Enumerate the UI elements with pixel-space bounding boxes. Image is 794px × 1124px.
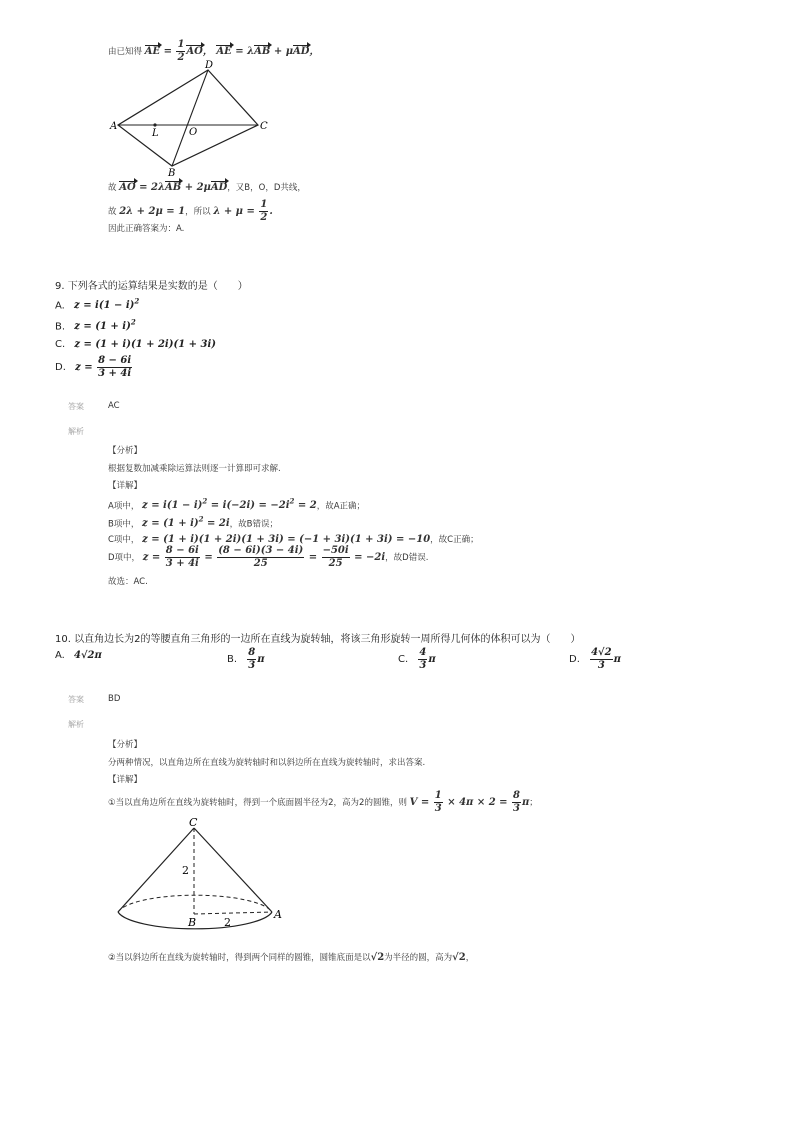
prev-line-3: [108, 200, 273, 223]
label-c: C: [260, 121, 268, 132]
point-l: [153, 123, 156, 126]
q10-case2-math1: √2: [370, 952, 385, 963]
q9-line-b-prefix: B项中，: [108, 519, 140, 530]
prev-line-2-prefix: 故: [108, 183, 117, 193]
q9-option-d[interactable]: [55, 356, 133, 379]
label-o: O: [189, 127, 198, 138]
q10-option-a-expr: 4√2π: [74, 650, 102, 661]
q9-option-d-expr: z = $\frac{8 - 6i}{3 + 4i}$: [75, 355, 132, 379]
parallelogram-outline: [118, 70, 258, 166]
q10-case1: [108, 791, 538, 814]
q10-case1-suffix: ；: [529, 798, 538, 808]
cone-height-label: 2: [182, 864, 189, 877]
q10-option-c[interactable]: [398, 648, 436, 671]
q9-line-d: [108, 546, 428, 569]
label-l: L: [152, 128, 159, 139]
q10-case2-prefix: ②当以斜边所在直线为旋转轴时，得到两个同样的圆锥，圆锥底面是以: [108, 953, 371, 963]
q9-answer-label: 答案: [68, 402, 84, 411]
q9-line-c-prefix: C项中，: [108, 535, 140, 545]
q10-answer-label: 答案: [68, 695, 84, 704]
parallelogram-figure: [108, 58, 268, 178]
q9-line-b-math: $z = (1 + i)^2 = 2i$: [142, 515, 230, 530]
q10-case2-mid: 为半径的圆，高为: [384, 953, 453, 963]
q9-line-d-prefix: D项中，: [108, 553, 141, 563]
q10-case1-math: V = $\frac{1}{3}$ × 4π × 2 = $\frac{8}{3}$ π: [409, 790, 530, 814]
q10-title: 10. 以直角边长为2的等腰直角三角形的一边所在直线为旋转轴，将该三角形旋转一周所得几何体的体积可以为（ ）: [55, 634, 581, 645]
cone-radius: [194, 912, 272, 914]
q10-option-c-expr: $\frac{4}{3}$ π: [419, 647, 436, 671]
q9-option-d-letter: D.: [55, 362, 66, 373]
prev-line-3-math2: λ + μ = $\frac{1}{2}$ .: [213, 199, 273, 223]
prev-line-4: 因此正确答案为：A.: [108, 224, 185, 234]
prev-line-3-prefix: 故: [108, 207, 117, 217]
q10-fenxi: 【分析】: [108, 740, 143, 750]
q9-line-a: [108, 497, 365, 511]
prev-line-2: [108, 181, 306, 193]
q9-option-c-expr: z = (1 + i)(1 + 2i)(1 + 3i): [74, 339, 216, 350]
q10-option-b-expr: $\frac{8}{3}$ π: [248, 647, 265, 671]
prev-line-1-math: AE = $\frac{1}{2}$ AO， AE = λAB + μAD，: [144, 39, 320, 63]
q9-line-b-suffix: ，故B错误；: [229, 519, 278, 530]
label-a: A: [110, 121, 118, 132]
q10-option-a[interactable]: [55, 650, 102, 661]
q10-option-a-letter: A.: [55, 650, 65, 661]
q10-case1-prefix: ①当以直角边所在直线为旋转轴时，得到一个底面圆半径为2，高为2的圆锥，则: [108, 798, 407, 808]
q9-option-a-letter: A.: [55, 300, 65, 312]
q9-option-a[interactable]: [55, 297, 139, 311]
prev-line-2-math: AO = 2λAB + 2μAD: [119, 182, 228, 193]
cone-label-c: C: [189, 816, 198, 829]
q9-option-c[interactable]: [55, 339, 216, 350]
q9-fenxi: 【分析】: [108, 446, 143, 456]
q10-option-c-letter: C.: [398, 654, 409, 665]
cone-right-edge: [194, 828, 272, 912]
q10-option-d-expr: $\frac{4√2}{3}$ π: [591, 647, 621, 671]
q9-option-b[interactable]: [55, 318, 136, 332]
prev-line-2-suffix: ，又B，O，D共线，: [227, 183, 306, 193]
q10-fenxi-text: 分两种情况，以直角边所在直线为旋转轴时和以斜边所在直线为旋转轴时，求出答案.: [108, 758, 426, 768]
q10-answer: BD: [108, 694, 121, 704]
q9-line-a-suffix: ，故A正确；: [316, 501, 366, 512]
prev-line-3-mid: ，所以: [185, 207, 211, 217]
q10-option-b[interactable]: [227, 648, 265, 671]
q9-line-c-suffix: ，故C正确；: [430, 535, 479, 545]
label-b: B: [168, 168, 176, 178]
q9-analysis-label: 解析: [68, 427, 84, 436]
q9-line-a-math: $z = i(1 - i)^2 = i(-2i) = -2i^2 = 2$: [142, 497, 317, 512]
q9-xiangjie: 【详解】: [108, 481, 143, 491]
q9-answer: AC: [108, 401, 120, 411]
q10-case2: [108, 951, 474, 963]
q10-analysis-label: 解析: [68, 720, 84, 729]
q9-option-c-letter: C.: [55, 339, 66, 350]
cone-radius-label: 2: [224, 916, 231, 929]
q10-option-d[interactable]: [569, 648, 621, 671]
label-d: D: [205, 60, 214, 71]
prev-line-1-prefix: 由已知得: [108, 47, 143, 57]
q9-option-b-letter: B.: [55, 321, 66, 333]
q9-line-c-math: z = (1 + i)(1 + 2i)(1 + 3i) = (−1 + 3i)(1 + 3i) = −10: [142, 534, 431, 545]
q9-option-b-expr: $z = (1 + i)^2$: [74, 318, 136, 333]
q9-option-a-expr: $z = i(1 - i)^2$: [74, 297, 140, 312]
q9-line-b: [108, 515, 278, 529]
q9-title: 9. 下列各式的运算结果是实数的是（ ）: [55, 281, 248, 292]
q9-line-d-suffix: ，故D错误.: [385, 553, 429, 563]
prev-line-3-math: 2λ + 2μ = 1: [119, 206, 186, 217]
q9-fenxi-text: 根据复数加减乘除运算法则逐一计算即可求解.: [108, 464, 281, 474]
cone-base-back: [118, 895, 272, 912]
q10-case2-math2: √2: [452, 952, 466, 963]
cone-figure: [110, 814, 290, 944]
q9-conclusion: 故选：AC.: [108, 577, 148, 587]
q9-line-d-math: z = $\frac{8 - 6i}{3 + 4i}$ = $\frac{(8 - 6i)(3 - 4i)}{25}$ = $\frac{-50i}{25}$ = −2i: [142, 545, 386, 569]
q10-case2-suffix: ，: [465, 953, 475, 963]
cone-label-b: B: [188, 916, 197, 929]
q10-xiangjie: 【详解】: [108, 775, 143, 785]
q10-option-d-letter: D.: [569, 654, 580, 665]
q9-line-c: [108, 533, 479, 545]
cone-label-a: A: [274, 908, 282, 921]
q9-line-a-prefix: A项中，: [108, 501, 140, 512]
q10-option-b-letter: B.: [227, 654, 238, 665]
